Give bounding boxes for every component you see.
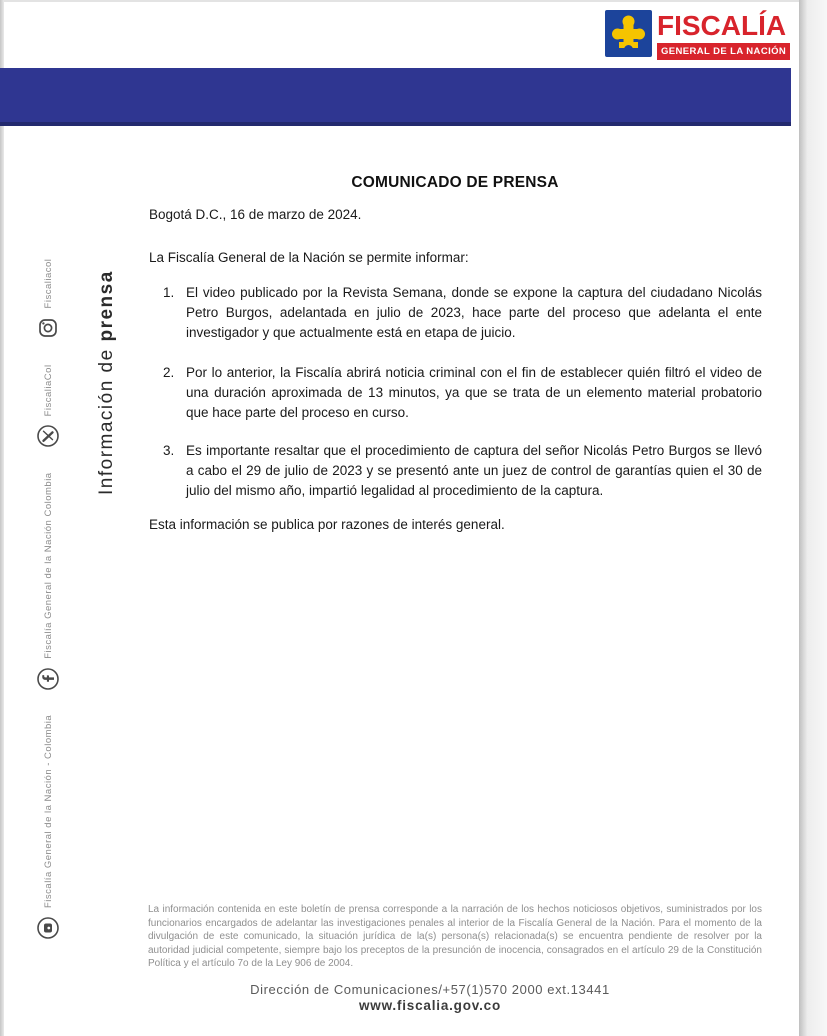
social-media-strip	[34, 150, 62, 940]
social-item-youtube	[36, 715, 60, 940]
list-item-text: Por lo anterior, la Fiscalía abrirá noticia criminal con el fin de establecer quién filtró el video de una duración aproximada de 13 minutos, ya que se trata de un elemento material probatorio que hace parte del proceso en curso.	[186, 365, 762, 420]
document-date: Bogotá D.C., 16 de marzo de 2024.	[149, 207, 362, 222]
website-url: www.fiscalia.gov.co	[359, 998, 501, 1013]
brand-subtitle: GENERAL DE LA NACIÓN	[657, 43, 790, 60]
contact-block	[120, 982, 740, 1013]
scan-edge-right	[799, 0, 827, 1036]
list-item-text: Es importante resaltar que el procedimiento de captura del señor Nicolás Petro Burgos se llevó a cabo el 29 de julio de 2023 y se presentó ante un juez de control de garantías quien el 30 de julio del mismo año, impartió legalidad al procedimiento de la captura.	[186, 443, 762, 498]
social-handle: FiscaliaCol	[42, 364, 54, 417]
social-handle: Fiscalía General de la Nación - Colombia	[42, 714, 54, 908]
social-handle: Fiscaliacol	[42, 258, 54, 309]
social-item-x	[36, 364, 60, 448]
logo-text	[657, 10, 790, 60]
legal-disclaimer: La información contenida en este boletín de prensa corresponde a la narración de los hechos noticiosos objetivos, suministrados por los funcionarios encargados de adelantar las investigaciones penales al interior de la Fiscalía General de la Nación. Para el momento de la divulgación de este comunicado, la situación jurídica de la(s) persona(s) relacionada(s) se encuentra pendiente de resolver por la autoridad judicial competente, siempre bajo los preceptos de la presunción de inocencia, consagrados en el artículo 29 de la Constitución Política y el artículo 7o de la Ley 906 de 2004.	[148, 904, 762, 970]
scan-edge-top	[0, 0, 827, 2]
list-item-number: 3.	[163, 443, 175, 458]
social-item-instagram	[36, 259, 60, 341]
social-handle: Fiscalía General de la Nación Colombia	[42, 472, 54, 659]
list-item-text: El video publicado por la Revista Semana, donde se expone la captura del ciudadano Nicolás Petro Burgos, adelantada en julio de 2023, hace parte del proceso que adelanta el ente investigador y que actualmente está en etapa de juicio.	[186, 285, 762, 340]
press-info-label-bold: prensa	[96, 270, 117, 342]
list-item-number: 2.	[163, 365, 175, 380]
document-closing-line: Esta información se publica por razones de interés general.	[149, 517, 505, 532]
scan-edge-left	[0, 0, 4, 1036]
puzzle-piece-icon	[605, 10, 652, 57]
instagram-icon	[36, 316, 60, 340]
list-item	[148, 283, 762, 343]
document-intro: La Fiscalía General de la Nación se permite informar:	[149, 250, 469, 265]
list-item-number: 1.	[163, 285, 175, 300]
fiscalia-logo	[605, 10, 790, 60]
press-info-label-regular: Información de	[96, 341, 117, 495]
video-icon	[36, 916, 60, 940]
list-item	[148, 441, 762, 501]
x-icon	[36, 424, 60, 448]
brand-name: FISCALÍA	[657, 10, 787, 41]
communications-contact: Dirección de Comunicaciones/+57(1)570 2000 ext.13441	[250, 982, 610, 997]
header-blue-bar	[0, 68, 791, 126]
facebook-icon	[36, 667, 60, 691]
press-info-vertical-label	[96, 150, 126, 495]
list-item	[148, 363, 762, 423]
social-item-facebook	[36, 472, 60, 690]
document-title: COMUNICADO DE PRENSA	[351, 174, 559, 191]
